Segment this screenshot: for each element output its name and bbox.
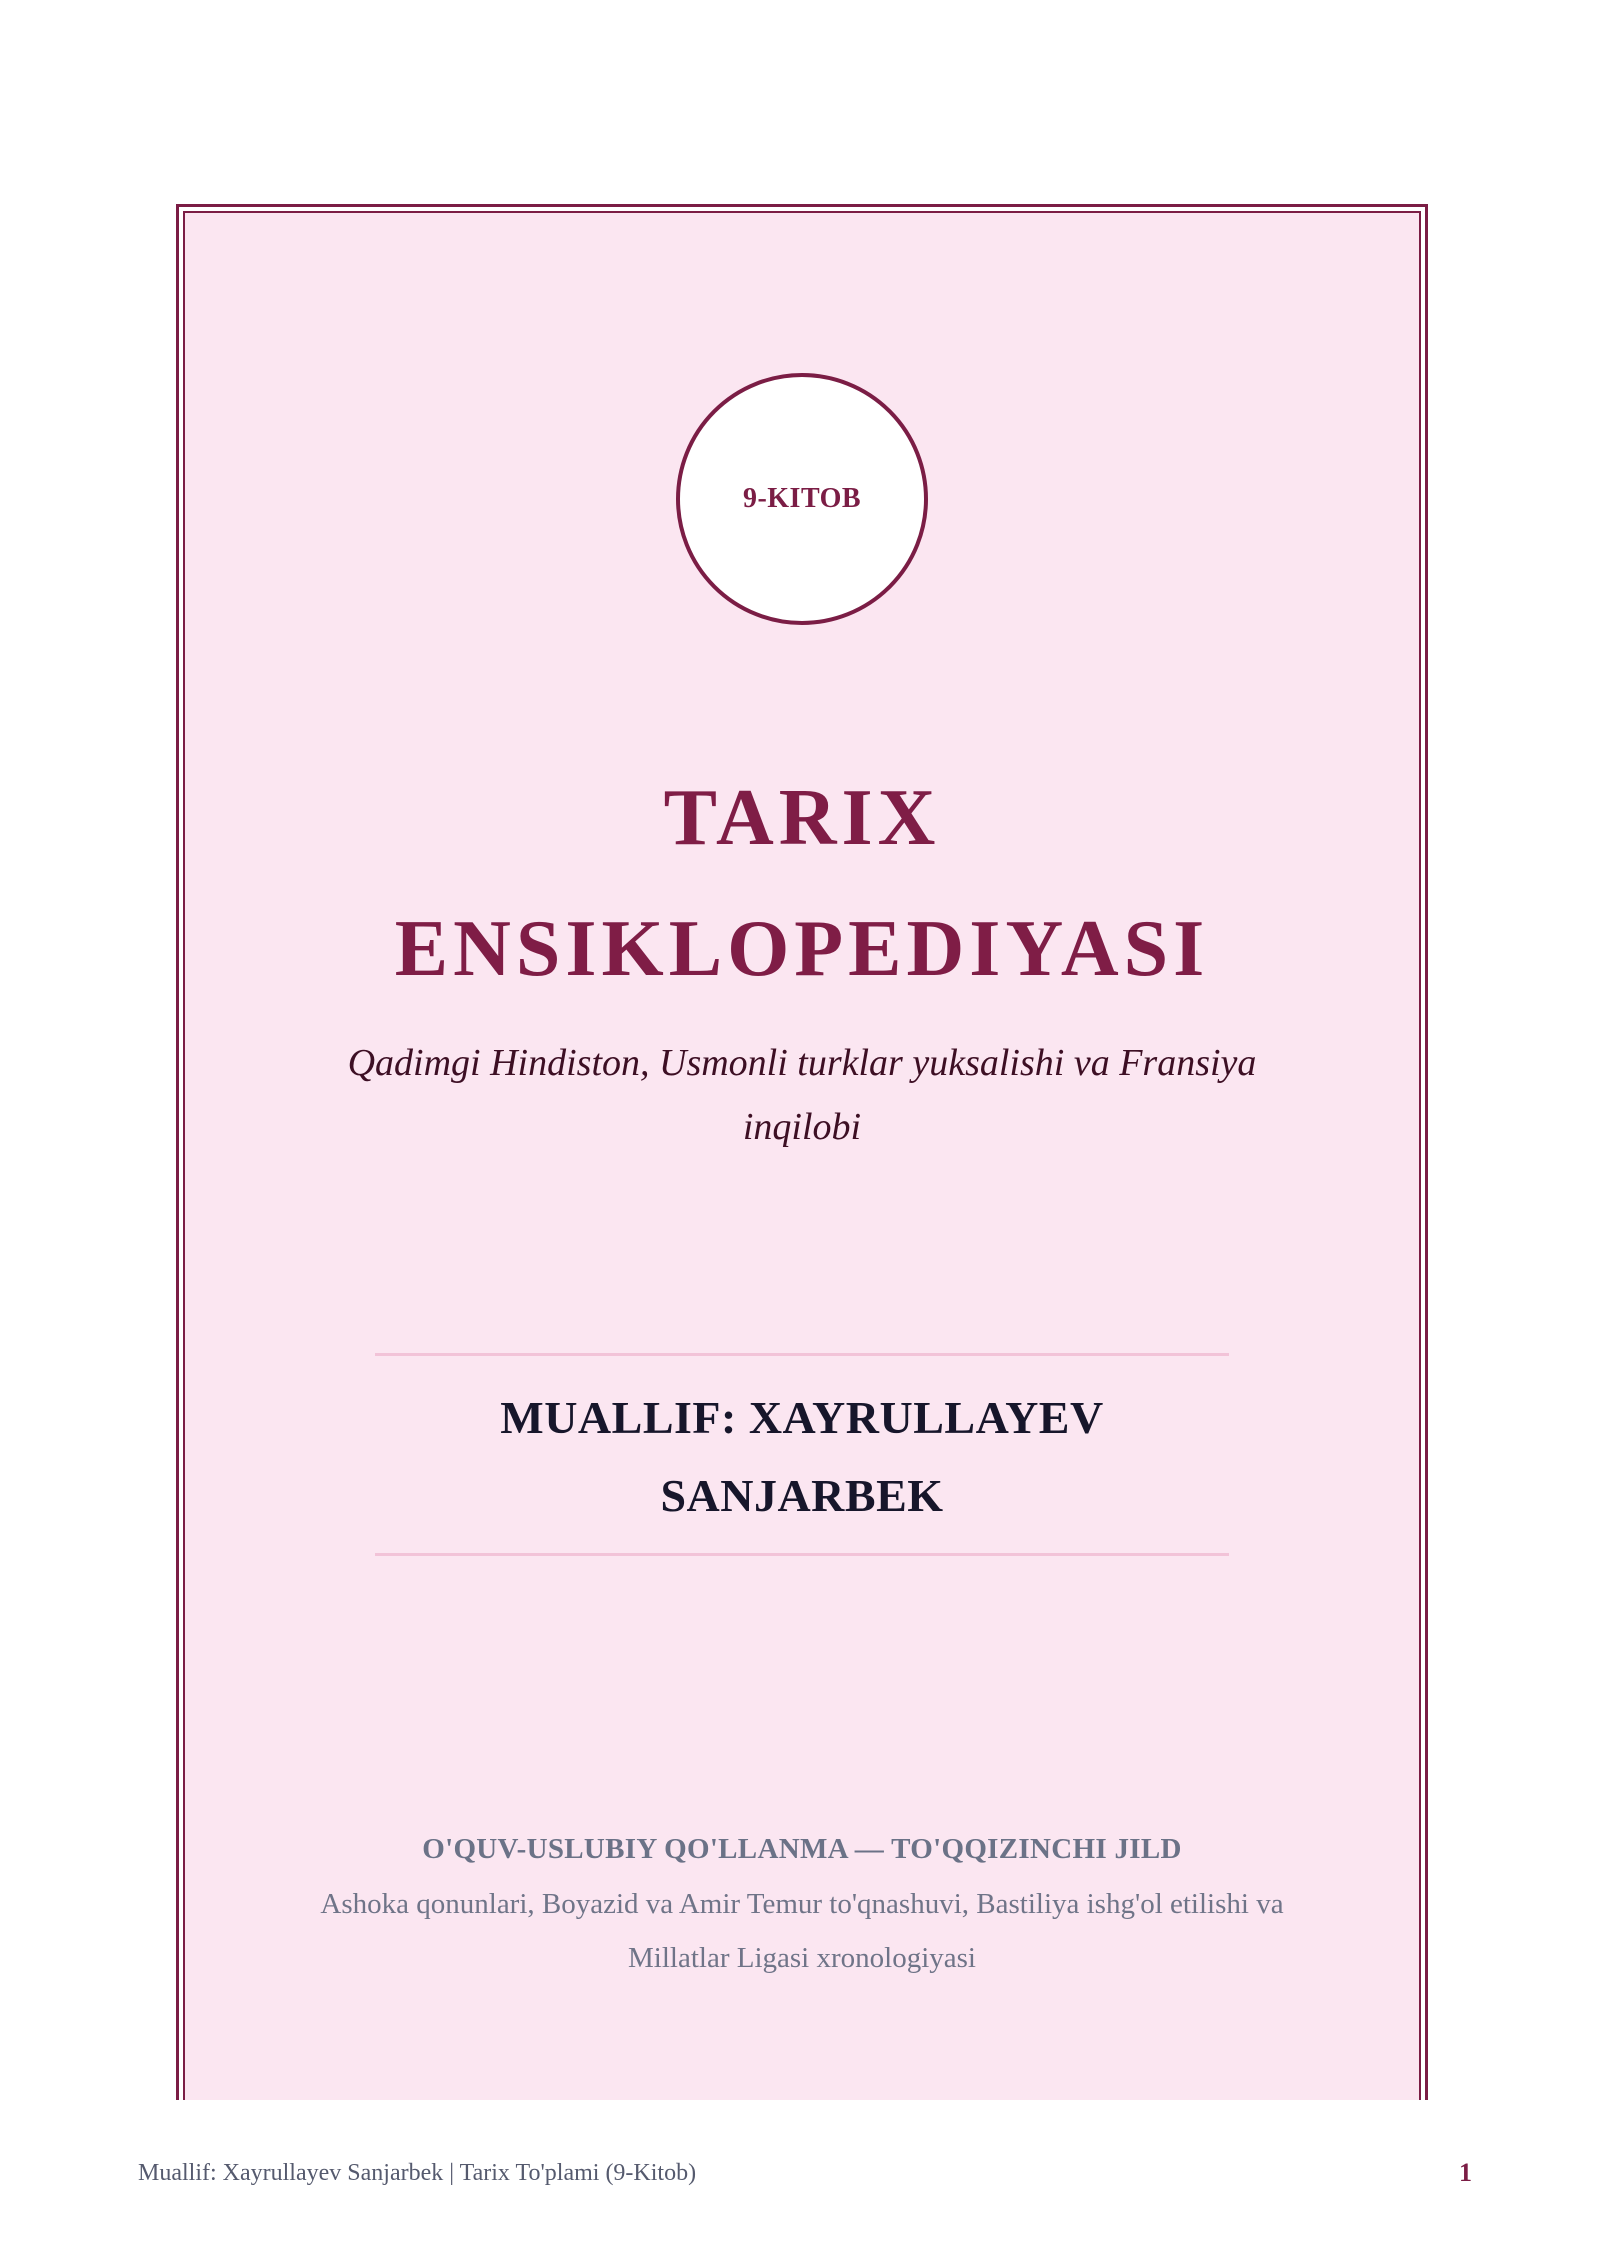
- author-divider-bottom: [375, 1553, 1229, 1556]
- book-number-badge: [676, 373, 928, 625]
- footer-running-text: Muallif: Xayrullayev Sanjarbek | Tarix To'plami (9-Kitob): [138, 2160, 697, 2186]
- author-line-2: SANJARBEK: [660, 1470, 944, 1521]
- cover-frame: [176, 204, 1428, 2100]
- book-number-label: 9-KITOB: [742, 483, 862, 514]
- author-line-1: MUALLIF: XAYRULLAYEV: [500, 1392, 1104, 1443]
- volume-description: [305, 1877, 1299, 1985]
- description-line-2: Millatlar Ligasi xronologiyasi: [628, 1942, 976, 1974]
- book-title-line-1: TARIX: [663, 774, 941, 862]
- book-title: [185, 753, 1419, 1015]
- volume-label: O'QUV-USLUBIY QO'LLANMA — TO'QQIZINCHI JILD: [422, 1833, 1182, 1865]
- author-name: [285, 1379, 1319, 1535]
- description-line-1: Ashoka qonunlari, Boyazid va Amir Temur to'qnashuvi, Bastiliya ishg'ol etilishi va: [320, 1888, 1284, 1920]
- page-number: 1: [1459, 2158, 1472, 2187]
- book-subtitle: Qadimgi Hindiston, Usmonli turklar yuksalishi va Fransiya inqilobi: [347, 1042, 1257, 1148]
- author-divider-top: [375, 1353, 1229, 1356]
- book-title-line-2: ENSIKLOPEDIYASI: [394, 905, 1210, 993]
- cover-panel: [183, 211, 1421, 2100]
